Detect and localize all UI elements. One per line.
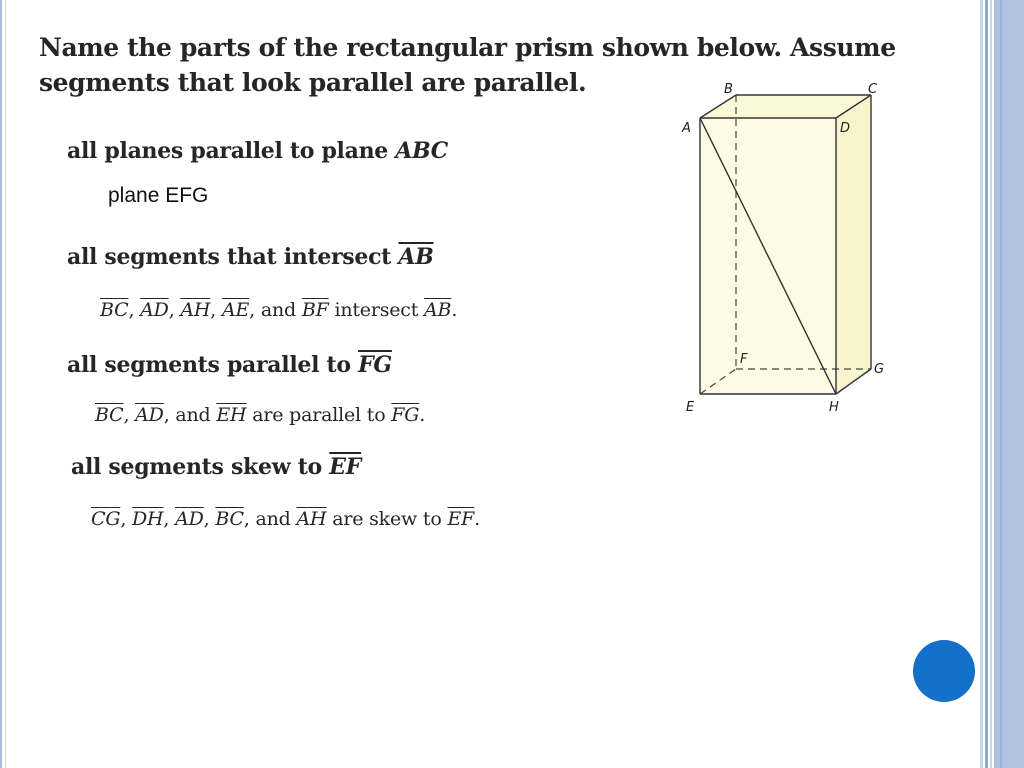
right-decorative-band <box>980 0 1024 768</box>
segment-label: $\overline{AH}$ <box>296 508 327 530</box>
answer-and: and <box>255 508 291 530</box>
segment-label: $\overline{AE}$ <box>221 299 250 321</box>
answer-segments-skew: $\overline{CG}$, $\overline{DH}$, $\overline{AD}$, $\overline{BC}$, and $\overline{AH}$ are skew to $\overline{EF}$. <box>91 508 480 530</box>
segment-label: $\overline{EH}$ <box>216 404 247 426</box>
segment-label: $\overline{AD}$ <box>135 404 164 426</box>
question-text: all segments skew to <box>71 454 330 480</box>
question-ref: ABC <box>395 138 449 164</box>
vertex-label-H: H <box>829 400 839 415</box>
vertex-label-B: B <box>724 82 733 97</box>
vertex-label-A: A <box>682 121 691 136</box>
segment-label: $\overline{CG}$ <box>91 508 121 530</box>
answer-and: and <box>260 299 296 321</box>
answer-tail: are parallel to <box>252 404 386 426</box>
question-ref: $\overline{FG}$ <box>358 352 392 378</box>
question-text: all segments that intersect <box>67 244 399 270</box>
segment-label: $\overline{DH}$ <box>132 508 164 530</box>
question-planes-parallel <box>67 138 448 164</box>
segment-label: $\overline{FG}$ <box>391 404 420 426</box>
segment-label: $\overline{AD}$ <box>140 299 169 321</box>
slide-nav-circle-button[interactable] <box>913 640 975 702</box>
vertex-label-C: C <box>868 82 878 97</box>
vertex-label-D: D <box>840 121 851 136</box>
segment-label: $\overline{BC}$ <box>95 404 124 426</box>
question-segments-intersect <box>67 244 434 270</box>
answer-segments-parallel: $\overline{BC}$, $\overline{AD}$, and $\overline{EH}$ are parallel to $\overline{FG}$. <box>95 404 426 426</box>
segment-label: $\overline{AH}$ <box>180 299 211 321</box>
question-segments-parallel <box>67 352 392 378</box>
rectangular-prism-figure <box>676 74 906 424</box>
segment-label: $\overline{AB}$ <box>424 299 452 321</box>
vertex-label-F: F <box>740 352 748 367</box>
question-segments-skew <box>71 454 361 480</box>
answer-planes-parallel: plane EFG <box>108 184 209 207</box>
question-text: all planes parallel to plane <box>67 138 396 164</box>
left-border-stripe <box>0 0 2 768</box>
question-ref: $\overline{AB}$ <box>398 244 434 270</box>
segment-label: $\overline{BC}$ <box>215 508 244 530</box>
question-ref: $\overline{EF}$ <box>329 454 362 480</box>
segment-label: $\overline{AD}$ <box>175 508 204 530</box>
answer-and: and <box>175 404 211 426</box>
answer-tail: are skew to <box>332 508 442 530</box>
question-text: all segments parallel to <box>67 352 359 378</box>
title-line-2: segments that look parallel are parallel. <box>39 68 587 97</box>
segment-label: $\overline{BC}$ <box>100 299 129 321</box>
answer-segments-intersect: $\overline{BC}$, $\overline{AD}$, $\overline{AH}$, $\overline{AE}$, and $\overline{BF}$ intersect $\overline{AB}$. <box>100 299 458 321</box>
prism-right-face <box>836 95 871 394</box>
segment-label: $\overline{BF}$ <box>301 299 329 321</box>
answer-tail: intersect <box>334 299 419 321</box>
segment-label: $\overline{EF}$ <box>447 508 475 530</box>
left-border-stripe-inner <box>5 0 6 768</box>
vertex-label-G: G <box>874 362 885 377</box>
vertex-label-E: E <box>686 400 695 415</box>
title-line-1: Name the parts of the rectangular prism shown below. Assume <box>39 33 896 62</box>
